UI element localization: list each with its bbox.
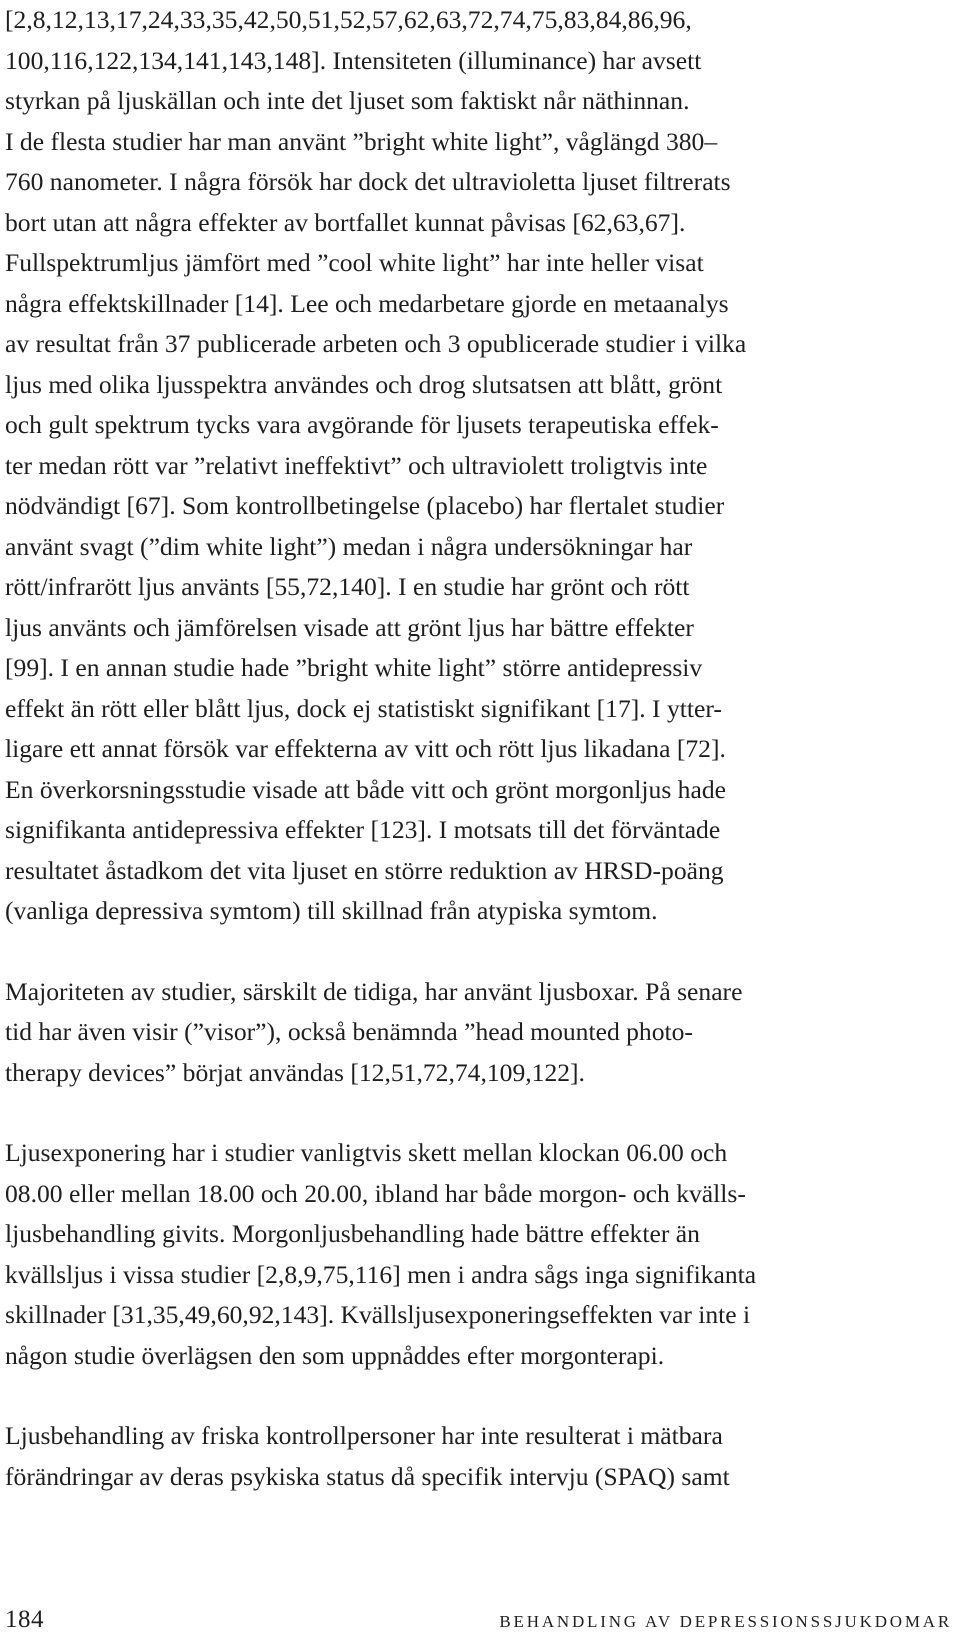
text-line: En överkorsningsstudie visade att både vitt och grönt morgonljus hade <box>5 774 726 804</box>
page-footer <box>5 1606 952 1636</box>
text-line: använt svagt (”dim white light”) medan i några undersökningar har <box>5 531 693 561</box>
text-line: resultatet åstadkom det vita ljuset en större reduktion av HRSD-poäng <box>5 855 724 885</box>
text-line: bort utan att några effekter av bortfallet kunnat påvisas [62,63,67]. <box>5 207 686 237</box>
text-line: av resultat från 37 publicerade arbeten och 3 opublicerade studier i vilka <box>5 329 747 358</box>
text-line: Majoriteten av studier, särskilt de tidiga, har använt ljusboxar. På senare <box>5 976 743 1006</box>
page-number: 184 <box>5 1606 44 1633</box>
text-line: tid har även visir (”visor”), också benämnda ”head mounted photo- <box>5 1017 693 1046</box>
text-line: kvällsljus i vissa studier [2,8,9,75,116] men i andra sågs inga signifikanta <box>5 1259 757 1289</box>
page-body <box>5 0 950 1497</box>
body-text <box>5 0 950 1497</box>
paragraph <box>5 1133 950 1376</box>
text-line: ljus med olika ljusspektra användes och drog slutsatsen att blått, grönt <box>5 369 723 399</box>
running-head: BEHANDLING AV DEPRESSIONSSJUKDOMAR <box>499 1612 952 1631</box>
text-line: ter medan rött var ”relativt ineffektivt” och ultraviolett troligtvis inte <box>5 450 708 480</box>
text-line: ljus använts och jämförelsen visade att grönt ljus har bättre effekter <box>5 612 694 642</box>
text-line: 08.00 eller mellan 18.00 och 20.00, ibland har både morgon- och kvälls- <box>5 1178 746 1208</box>
paragraph <box>5 0 950 932</box>
text-line: ligare ett annat försök var effekterna av vitt och rött ljus likadana [72]. <box>5 734 726 763</box>
text-line: I de flesta studier har man använt ”bright white light”, våglängd 380– <box>5 126 718 156</box>
text-line: några effektskillnader [14]. Lee och medarbetare gjorde en metaanalys <box>5 288 729 318</box>
text-line: skillnader [31,35,49,60,92,143]. Kvällsljusexponeringseffekten var inte i <box>5 1300 751 1329</box>
paragraph-spacer <box>5 1376 950 1416</box>
text-line: nödvändigt [67]. Som kontrollbetingelse (placebo) har flertalet studier <box>5 491 725 520</box>
paragraph <box>5 972 950 1094</box>
text-line: styrkan på ljuskällan och inte det ljuset som faktiskt når näthinnan. <box>5 86 690 115</box>
text-line: och gult spektrum tycks vara avgörande för ljusets terapeutiska effek- <box>5 410 719 439</box>
text-line: (vanliga depressiva symtom) till skillnad från atypiska symtom. <box>5 896 658 925</box>
text-line: [99]. I en annan studie hade ”bright white light” större antidepressiv <box>5 653 703 682</box>
text-line: [2,8,12,13,17,24,33,35,42,50,51,52,57,62,63,72,74,75,83,84,86,96, <box>5 5 692 34</box>
text-line: någon studie överlägsen den som uppnåddes efter morgonterapi. <box>5 1340 665 1370</box>
paragraph-spacer <box>5 1093 950 1133</box>
text-line: therapy devices” börjat användas [12,51,72,74,109,122]. <box>5 1057 585 1087</box>
text-line: 100,116,122,134,141,143,148]. Intensiteten (illuminance) har avsett <box>5 45 702 75</box>
paragraph-spacer <box>5 932 950 972</box>
text-line: effekt än rött eller blått ljus, dock ej statistiskt signifikant [17]. I ytter- <box>5 693 722 723</box>
text-line: ljusbehandling givits. Morgonljusbehandling hade bättre effekter än <box>5 1219 700 1248</box>
text-line: Fullspektrumljus jämfört med ”cool white light” har inte heller visat <box>5 248 704 277</box>
text-line: signifikanta antidepressiva effekter [123]. I motsats till det förväntade <box>5 815 721 844</box>
paragraph <box>5 1416 950 1497</box>
text-line: förändringar av deras psykiska status då specifik intervju (SPAQ) samt <box>5 1461 730 1491</box>
text-line: Ljusexponering har i studier vanligtvis skett mellan klockan 06.00 och <box>5 1138 728 1167</box>
text-line: Ljusbehandling av friska kontrollpersoner har inte resulterat i mätbara <box>5 1421 723 1450</box>
text-line: 760 nanometer. I några försök har dock det ultravioletta ljuset filtrerats <box>5 167 731 196</box>
text-line: rött/infrarött ljus använts [55,72,140]. I en studie har grönt och rött <box>5 572 690 601</box>
